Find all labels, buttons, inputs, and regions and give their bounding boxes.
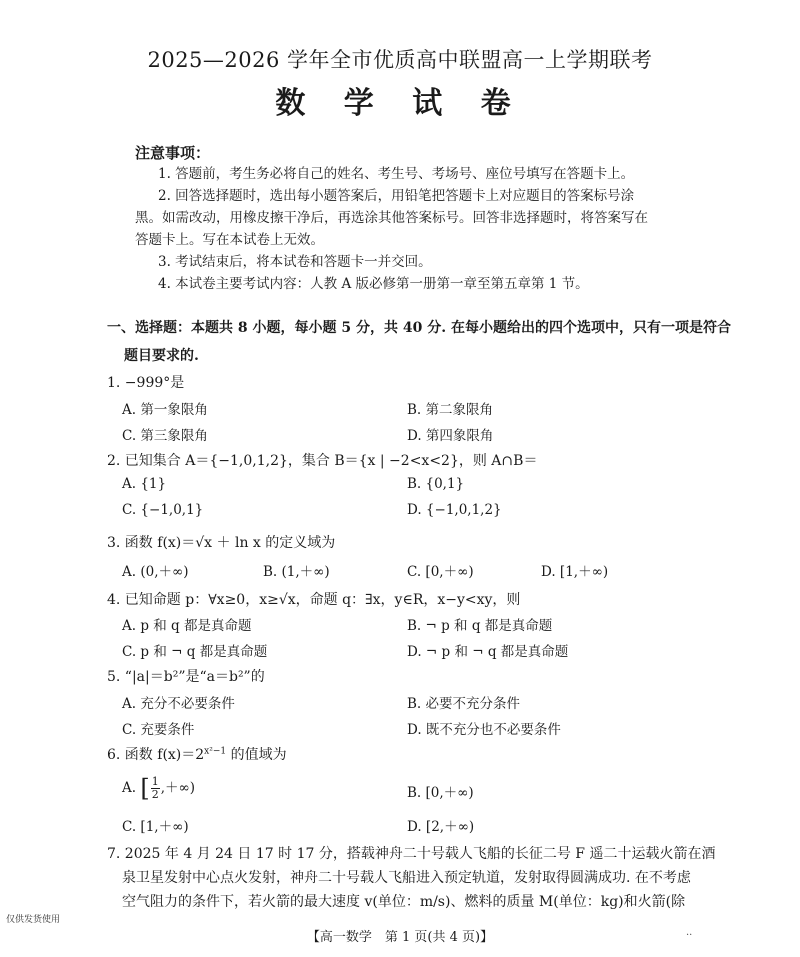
fraction-denominator: 2	[151, 788, 159, 801]
question-5-stem: 5. “|a|＝b²”是“a＝b²”的	[107, 669, 265, 685]
question-5-option-b: B. 必要不充分条件	[407, 696, 521, 712]
question-1-option-c: C. 第三象限角	[122, 428, 208, 444]
question-6-stem-exponent: x²−1	[204, 746, 227, 757]
question-1-option-a: A. 第一象限角	[122, 402, 208, 418]
question-2-option-c: C. {−1,0,1}	[122, 502, 204, 518]
question-1-option-b: B. 第二象限角	[407, 402, 494, 418]
left-bracket-glyph: [	[140, 774, 150, 803]
question-7-line-2: 泉卫星发射中心点火发射，神舟二十号载人飞船进入预定轨道，发射取得圆满成功. 在不考虑	[122, 870, 691, 886]
question-6-stem	[107, 744, 287, 764]
question-6-option-a	[122, 776, 195, 801]
notice-line-1: 1. 答题前，考生务必将自己的姓名、考生号、考场号、座位号填写在答题卡上。	[158, 166, 635, 182]
notice-line-4: 答题卡上。写在本试卷上无效。	[135, 232, 324, 248]
question-1-stem: 1. −999°是	[107, 375, 185, 391]
question-2-option-b: B. {0,1}	[407, 476, 465, 492]
notice-line-5: 3. 考试结束后，将本试卷和答题卡一并交回。	[158, 254, 432, 270]
notice-line-6: 4. 本试卷主要考试内容：人教 A 版必修第一册第一章至第五章第 1 节。	[158, 276, 589, 292]
side-note: 仅供发货使用	[6, 915, 61, 925]
question-6-option-a-fraction	[151, 776, 160, 801]
corner-mark: ··	[686, 930, 693, 941]
question-6-option-a-tail: ,＋∞)	[160, 780, 196, 796]
notice-line-2: 2. 回答选择题时，选出每小题答案后，用铅笔把答题卡上对应题目的答案标号涂	[158, 188, 635, 204]
question-3-option-a: A. (0,＋∞)	[122, 564, 189, 580]
question-6-option-b: B. [0,＋∞)	[407, 785, 474, 801]
question-3-stem: 3. 函数 f(x)＝√x ＋ ln x 的定义域为	[107, 535, 336, 551]
question-5-option-d: D. 既不充分也不必要条件	[407, 722, 561, 738]
section-heading-line-2: 题目要求的.	[124, 348, 199, 364]
question-4-stem: 4. 已知命题 p：∀x≥0，x≥√x，命题 q：∃x，y∈R，x−y<xy，则	[107, 592, 521, 608]
fraction-numerator: 1	[151, 775, 159, 788]
question-7-line-1: 7. 2025 年 4 月 24 日 17 时 17 分，搭载神舟二十号载人飞船的长征二号 F 遥二十运载火箭在酒	[107, 846, 716, 862]
question-5-option-a: A. 充分不必要条件	[122, 696, 235, 712]
exam-title: 2025—2026 学年全市优质高中联盟高一上学期联考	[147, 48, 653, 72]
question-6-stem-suffix: 的值域为	[226, 747, 287, 763]
question-6-option-d: D. [2,＋∞)	[407, 819, 475, 835]
question-5-option-c: C. 充要条件	[122, 722, 195, 738]
question-2-stem: 2. 已知集合 A＝{−1,0,1,2}，集合 B＝{x | −2<x<2}，则 A∩B＝	[107, 453, 538, 469]
question-4-option-c: C. p 和 ¬ q 都是真命题	[122, 644, 268, 660]
question-3-option-c: C. [0,＋∞)	[407, 564, 474, 580]
notice-heading: 注意事项：	[135, 144, 211, 162]
question-6-stem-prefix: 6. 函数 f(x)＝2	[107, 747, 205, 763]
question-4-option-b: B. ¬ p 和 q 都是真命题	[407, 618, 553, 634]
question-3-option-d: D. [1,＋∞)	[541, 564, 609, 580]
question-4-option-d: D. ¬ p 和 ¬ q 都是真命题	[407, 644, 569, 660]
question-6-option-c: C. [1,＋∞)	[122, 819, 189, 835]
section-heading-line-1: 一、选择题：本题共 8 小题，每小题 5 分，共 40 分. 在每小题给出的四个选项中，只有一项是符合	[107, 320, 731, 336]
question-4-option-a: A. p 和 q 都是真命题	[122, 618, 252, 634]
question-2-option-d: D. {−1,0,1,2}	[407, 502, 502, 518]
page-footer: 【高一数学 第 1 页(共 4 页)】	[306, 930, 494, 945]
subject-title: 数 学 试 卷	[275, 86, 525, 121]
question-2-option-a: A. {1}	[122, 476, 167, 492]
question-1-option-d: D. 第四象限角	[407, 428, 494, 444]
notice-line-3: 黑。如需改动，用橡皮擦干净后，再选涂其他答案标号。回答非选择题时，将答案写在	[135, 210, 648, 226]
question-7-line-3: 空气阻力的条件下，若火箭的最大速度 v(单位：m/s)、燃料的质量 M(单位：kg)和火箭(除	[122, 894, 686, 910]
question-6-option-a-label: A.	[122, 780, 137, 796]
question-3-option-b: B. (1,＋∞)	[263, 564, 330, 580]
